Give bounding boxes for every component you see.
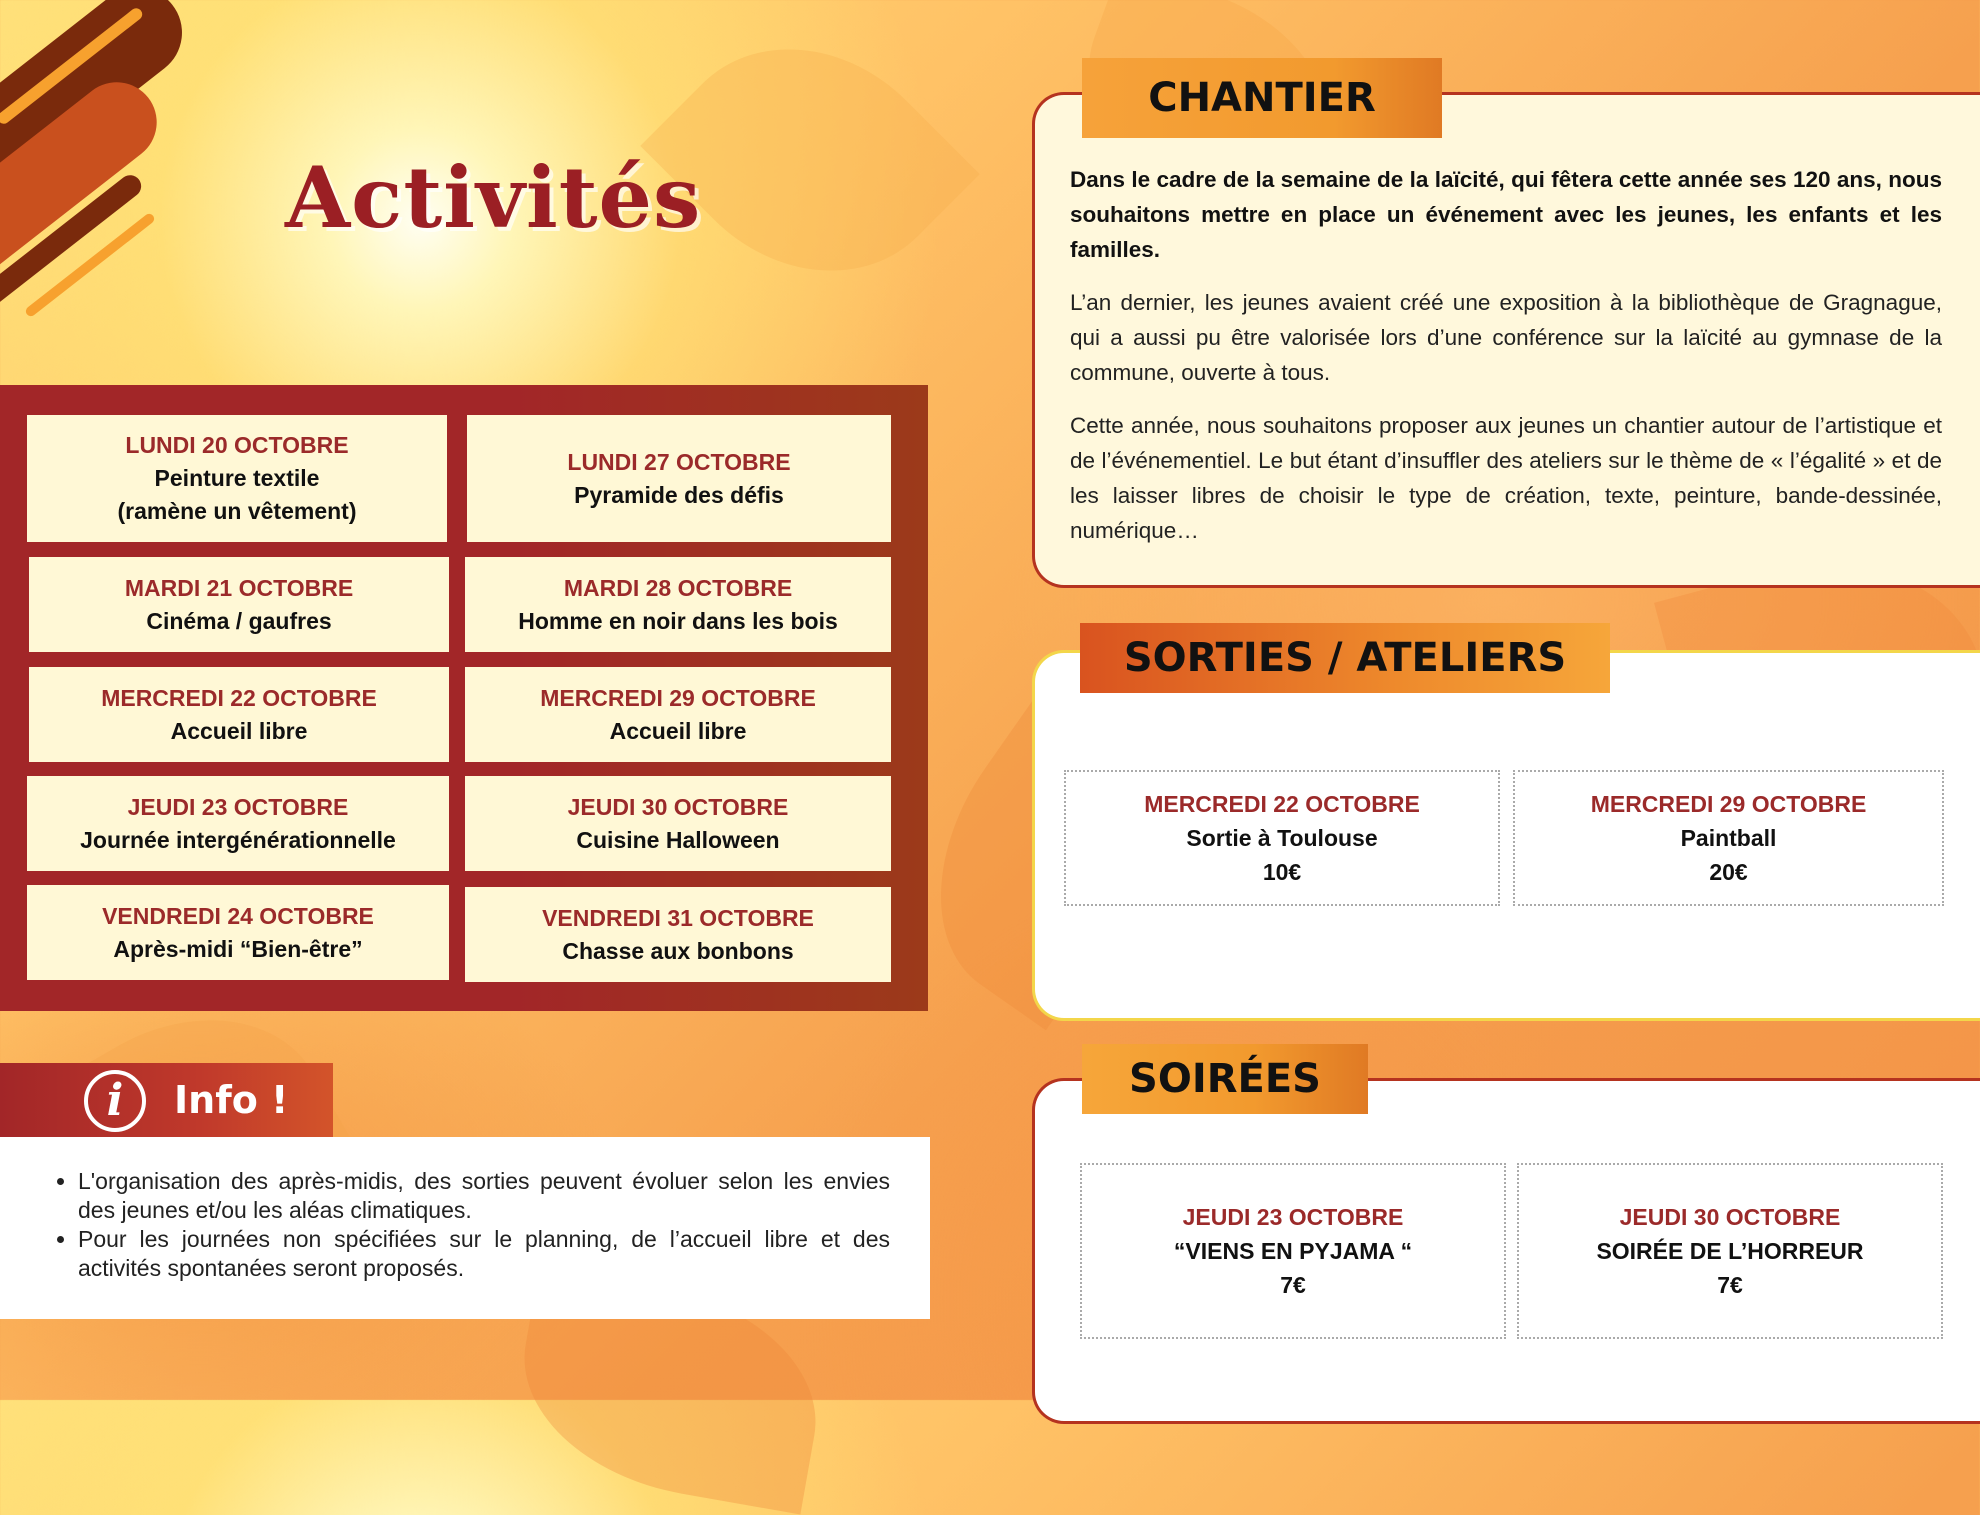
- activity-day: VENDREDI 24 OCTOBRE: [102, 902, 374, 929]
- activity-cell: [465, 557, 891, 652]
- sortie-card: [1064, 770, 1500, 906]
- activity-cell: [465, 887, 891, 982]
- activity-name: Accueil libre: [609, 717, 747, 744]
- activity-name: Chasse aux bonbons: [562, 937, 794, 964]
- sortie-day: MERCREDI 29 OCTOBRE: [1590, 791, 1867, 817]
- sortie-price: 10€: [1262, 859, 1302, 885]
- activity-cell: [27, 415, 447, 542]
- activity-cell: [27, 885, 449, 980]
- activity-day: JEUDI 23 OCTOBRE: [127, 793, 349, 820]
- sortie-card: [1513, 770, 1944, 906]
- info-item: • L'organisation des après-midis, des sorties peuvent évoluer selon les envies des jeunes et/ou les aléas climatiques.: [78, 1167, 890, 1225]
- sortie-price: 20€: [1709, 859, 1748, 885]
- soiree-day: JEUDI 23 OCTOBRE: [1182, 1204, 1404, 1230]
- page-title: Activités: [285, 148, 702, 247]
- activity-name: Accueil libre: [170, 717, 308, 744]
- soiree-name: SOIRÉE DE L’HORREUR: [1596, 1238, 1864, 1264]
- info-icon: i: [84, 1070, 146, 1132]
- info-item: • Pour les journées non spécifiées sur le planning, de l’accueil libre et des activités spontanées seront proposés.: [78, 1225, 890, 1283]
- sortie-day: MERCREDI 22 OCTOBRE: [1144, 791, 1420, 817]
- activity-day: MERCREDI 22 OCTOBRE: [101, 684, 377, 711]
- activity-cell: [27, 776, 449, 871]
- soiree-price: 7€: [1717, 1272, 1743, 1298]
- soiree-name: “VIENS EN PYJAMA “: [1173, 1238, 1413, 1264]
- sorties-tab: SORTIES / ATELIERS: [1080, 623, 1610, 693]
- activity-name: Homme en noir dans les bois: [518, 607, 838, 634]
- soiree-price: 7€: [1280, 1272, 1306, 1298]
- activity-day: MARDI 28 OCTOBRE: [563, 574, 793, 601]
- activity-name: Après-midi “Bien-être”: [113, 935, 363, 962]
- activity-cell: [465, 667, 891, 762]
- activity-name: Peinture textile: [154, 465, 320, 491]
- soiree-card: [1517, 1163, 1943, 1339]
- activity-cell: [29, 667, 449, 762]
- activity-cell: [467, 415, 891, 542]
- soiree-card: [1080, 1163, 1506, 1339]
- soirees-tab: SOIRÉES: [1082, 1044, 1368, 1114]
- activity-name: (ramène un vêtement): [117, 498, 357, 524]
- activity-day: LUNDI 27 OCTOBRE: [567, 448, 791, 475]
- activity-name: Pyramide des défis: [574, 481, 784, 508]
- sortie-name: Sortie à Toulouse: [1186, 825, 1378, 851]
- chantier-tab: CHANTIER: [1082, 58, 1442, 138]
- activity-name: Cinéma / gaufres: [146, 607, 332, 634]
- activity-cell: [29, 557, 449, 652]
- activity-name: Journée intergénérationnelle: [80, 826, 396, 853]
- activity-day: JEUDI 30 OCTOBRE: [567, 793, 789, 820]
- activity-name: Cuisine Halloween: [576, 826, 780, 853]
- activity-day: VENDREDI 31 OCTOBRE: [542, 904, 814, 931]
- soiree-day: JEUDI 30 OCTOBRE: [1619, 1204, 1841, 1230]
- chantier-text: [1070, 162, 1942, 566]
- activity-cell: [465, 776, 891, 871]
- activity-day: MARDI 21 OCTOBRE: [124, 574, 354, 601]
- activity-day: LUNDI 20 OCTOBRE: [125, 432, 349, 458]
- chantier-paragraph: Cette année, nous souhaitons proposer aux jeunes un chantier autour de l’artistique et de l’événementiel. Le but étant d’insuffler des ateliers sur le thème de « l’égalité » et de les laisser libres de choisir le type de création, texte, peinture, bande-dessinée, numérique…: [1070, 413, 1942, 543]
- activity-day: MERCREDI 29 OCTOBRE: [540, 684, 816, 711]
- info-box: [0, 1137, 930, 1319]
- chantier-paragraph: L’an dernier, les jeunes avaient créé une exposition à la bibliothèque de Gragnague, qui a aussi pu être valorisée lors d’une conférence sur la laïcité au gymnase de la commune, ouverte à tous.: [1070, 290, 1942, 385]
- chantier-paragraph: Dans le cadre de la semaine de la laïcité, qui fêtera cette année ses 120 ans, nous souhaitons mettre en place un événement avec les jeunes, les enfants et les familles.: [1070, 167, 1942, 262]
- sortie-name: Paintball: [1680, 825, 1777, 851]
- info-label: Info !: [174, 1078, 289, 1122]
